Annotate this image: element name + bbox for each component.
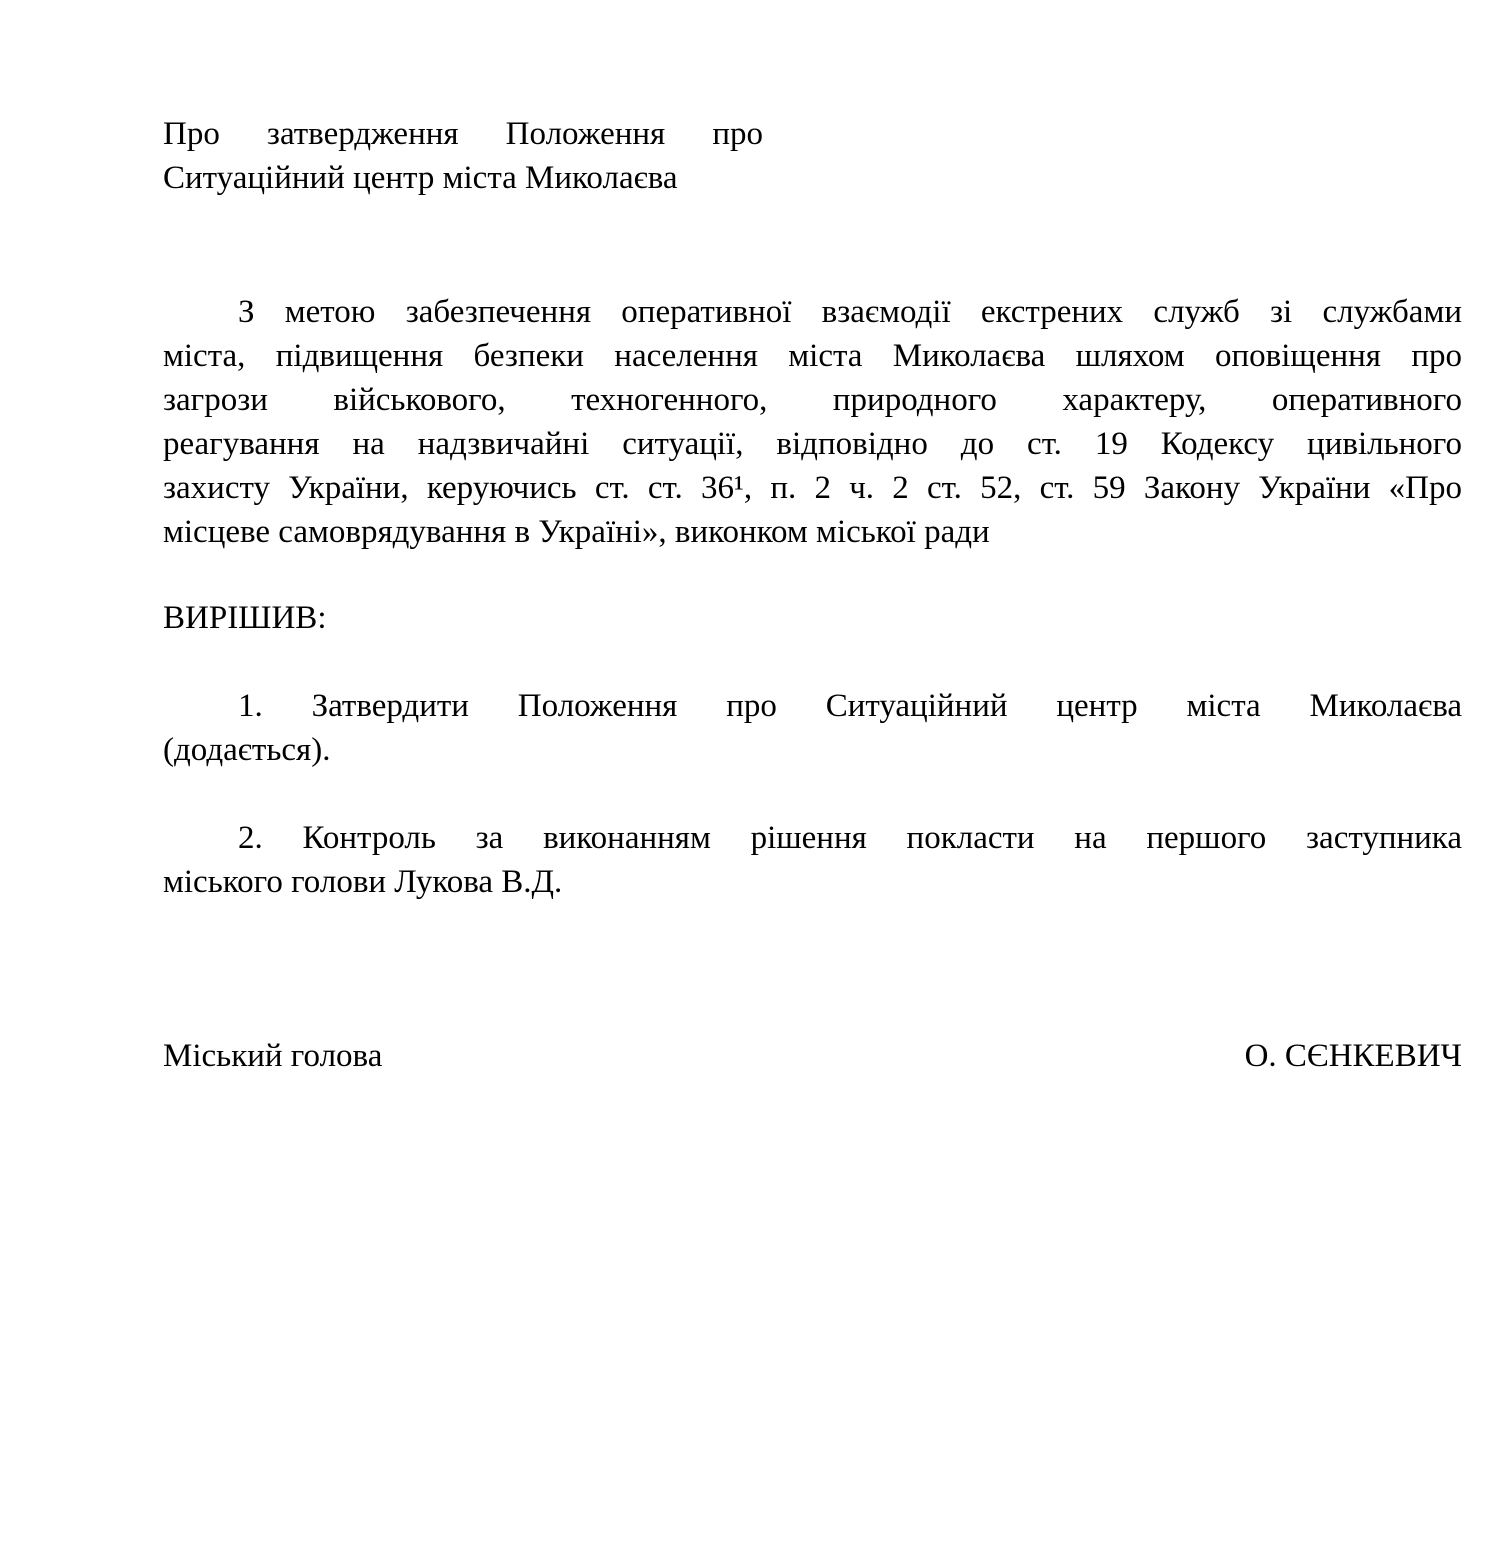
preamble-line-5: захисту України, керуючись ст. ст. 36¹, п. 2 ч. 2 ст. 52, ст. 59 Закону України «Про (163, 470, 1462, 506)
preamble-line-6: місцеве самоврядування в Україні», виконком міської ради (163, 514, 990, 550)
title-line-1: Про затвердження Положення про (163, 116, 763, 152)
point-1-line-2: (додається). (163, 732, 331, 768)
signature-position-label: Міський голова (163, 1038, 383, 1074)
point-1-paragraph (163, 684, 1462, 772)
preamble-line-3: загрози військового, техногенного, природного характеру, оперативного (163, 382, 1462, 418)
signature-row (163, 1034, 1462, 1078)
preamble-paragraph (163, 290, 1462, 554)
preamble-line-1: З метою забезпечення оперативної взаємодії екстрених служб зі службами (238, 294, 1462, 330)
signature-name: О. СЄНКЕВИЧ (1244, 1038, 1462, 1074)
point-1-line-1: 1. Затвердити Положення про Ситуаційний центр міста Миколаєва (238, 688, 1462, 724)
preamble-line-4: реагування на надзвичайні ситуації, відповідно до ст. 19 Кодексу цивільного (163, 426, 1462, 462)
point-2-paragraph (163, 816, 1462, 904)
document-title (163, 112, 763, 200)
resolution-word: ВИРІШИВ: (163, 600, 327, 636)
point-2-line-2: міського голови Лукова В.Д. (163, 864, 563, 900)
point-2-line-1: 2. Контроль за виконанням рішення покласти на першого заступника (238, 820, 1462, 856)
preamble-line-2: міста, підвищення безпеки населення міста Миколаєва шляхом оповіщення про (163, 338, 1462, 374)
title-line-2: Ситуаційний центр міста Миколаєва (163, 160, 678, 196)
